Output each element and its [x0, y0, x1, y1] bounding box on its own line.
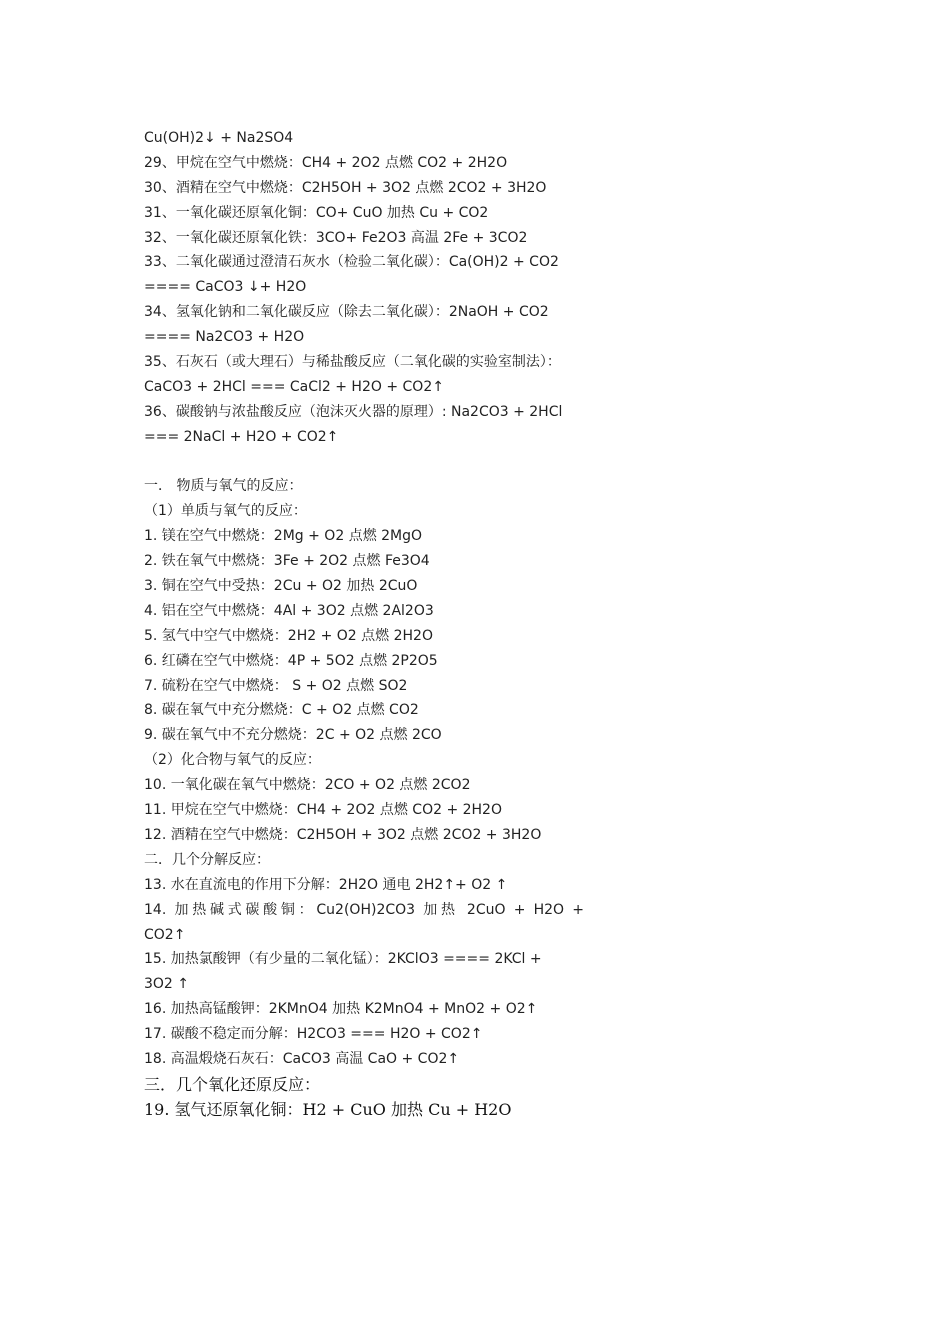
- paragraph-spacer: [144, 450, 584, 475]
- text-line: 36、碳酸钠与浓盐酸反应（泡沫灭火器的原理）: Na2CO3 + 2HCl: [144, 403, 563, 420]
- list-item: 10. 一氧化碳在氧气中燃烧：2CO + O2 点燃 2CO2: [144, 777, 471, 794]
- list-item: 19. 氢气还原氧化铜：H2 + CuO 加热 Cu + H2O: [144, 1099, 512, 1119]
- text-line: ==== Na2CO3 + H2O: [144, 329, 305, 346]
- list-item: 12. 酒精在空气中燃烧：C2H5OH + 3O2 点燃 2CO2 + 3H2O: [144, 826, 542, 843]
- redox-section: [144, 1072, 584, 1122]
- list-item: 15. 加热氯酸钾（有少量的二氧化锰）：2KClO3 ==== 2KCl +: [144, 951, 542, 968]
- list-item: 16. 加热高锰酸钾：2KMnO4 加热 K2MnO4 + MnO2 + O2↑: [144, 1001, 538, 1018]
- list-item-continued: CO2↑: [144, 926, 186, 943]
- list-item: 18. 高温煅烧石灰石：CaCO3 高温 CaO + CO2↑: [144, 1050, 460, 1067]
- list-item: 13. 水在直流电的作用下分解：2H2O 通电 2H2↑+ O2 ↑: [144, 876, 508, 893]
- text-line: 30、酒精在空气中燃烧：C2H5OH + 3O2 点燃 2CO2 + 3H2O: [144, 179, 547, 196]
- text-line: 35、石灰石（或大理石）与稀盐酸反应（二氧化碳的实验室制法）：: [144, 354, 561, 371]
- section-heading: 三．几个氧化还原反应：: [144, 1074, 321, 1094]
- list-item: 6. 红磷在空气中燃烧：4P + 5O2 点燃 2P2O5: [144, 652, 438, 669]
- text-line: 33、二氧化碳通过澄清石灰水（检验二氧化碳）：Ca(OH)2 + CO2: [144, 254, 559, 271]
- text-line: === 2NaCl + H2O + CO2↑: [144, 428, 339, 445]
- text-line: 32、一氧化碳还原氧化铁：3CO+ Fe2O3 高温 2Fe + 3CO2: [144, 229, 528, 246]
- text-line: CaCO3 + 2HCl === CaCl2 + H2O + CO2↑: [144, 378, 444, 395]
- text-line: ==== CaCO3 ↓+ H2O: [144, 279, 307, 296]
- document-page: [144, 126, 584, 1122]
- text-line: 29、甲烷在空气中燃烧：CH4 + 2O2 点燃 CO2 + 2H2O: [144, 154, 508, 171]
- list-item: 8. 碳在氧气中充分燃烧：C + O2 点燃 CO2: [144, 702, 419, 719]
- list-item: 9. 碳在氧气中不充分燃烧：2C + O2 点燃 2CO: [144, 727, 442, 744]
- section-heading: 一． 物质与氧气的反应：: [144, 478, 303, 495]
- section-heading: 二．几个分解反应：: [144, 851, 270, 868]
- text-line: Cu(OH)2↓ + Na2SO4: [144, 130, 294, 146]
- list-item: 14. 加热碱式碳酸铜：Cu2(OH)2CO3 加热 2CuO + H2O +: [144, 901, 584, 918]
- decomposition-section: [144, 848, 584, 1072]
- list-item: 17. 碳酸不稳定而分解：H2CO3 === H2O + CO2↑: [144, 1026, 483, 1043]
- list-item: 4. 铝在空气中燃烧：4Al + 3O2 点燃 2Al2O3: [144, 602, 434, 619]
- list-item: 1. 镁在空气中燃烧：2Mg + O2 点燃 2MgO: [144, 528, 423, 545]
- text-line: 31、一氧化碳还原氧化铜：CO+ CuO 加热 Cu + CO2: [144, 204, 489, 221]
- list-item: 7. 硫粉在空气中燃烧： S + O2 点燃 SO2: [144, 677, 408, 694]
- list-item: 2. 铁在氧气中燃烧：3Fe + 2O2 点燃 Fe3O4: [144, 553, 430, 570]
- list-item: 11. 甲烷在空气中燃烧：CH4 + 2O2 点燃 CO2 + 2H2O: [144, 802, 502, 819]
- oxygen-reactions-section: [144, 474, 584, 847]
- list-item: 3. 铜在空气中受热：2Cu + O2 加热 2CuO: [144, 578, 418, 595]
- subsection-heading: （1）单质与氧气的反应：: [144, 503, 307, 520]
- list-item-continued: 3O2 ↑: [144, 976, 190, 993]
- text-line: 34、氢氧化钠和二氧化碳反应（除去二氧化碳）：2NaOH + CO2: [144, 304, 549, 321]
- subsection-heading: （2）化合物与氧气的反应：: [144, 752, 321, 769]
- equations-continued: [144, 126, 584, 450]
- list-item: 5. 氢气中空气中燃烧：2H2 + O2 点燃 2H2O: [144, 627, 433, 644]
